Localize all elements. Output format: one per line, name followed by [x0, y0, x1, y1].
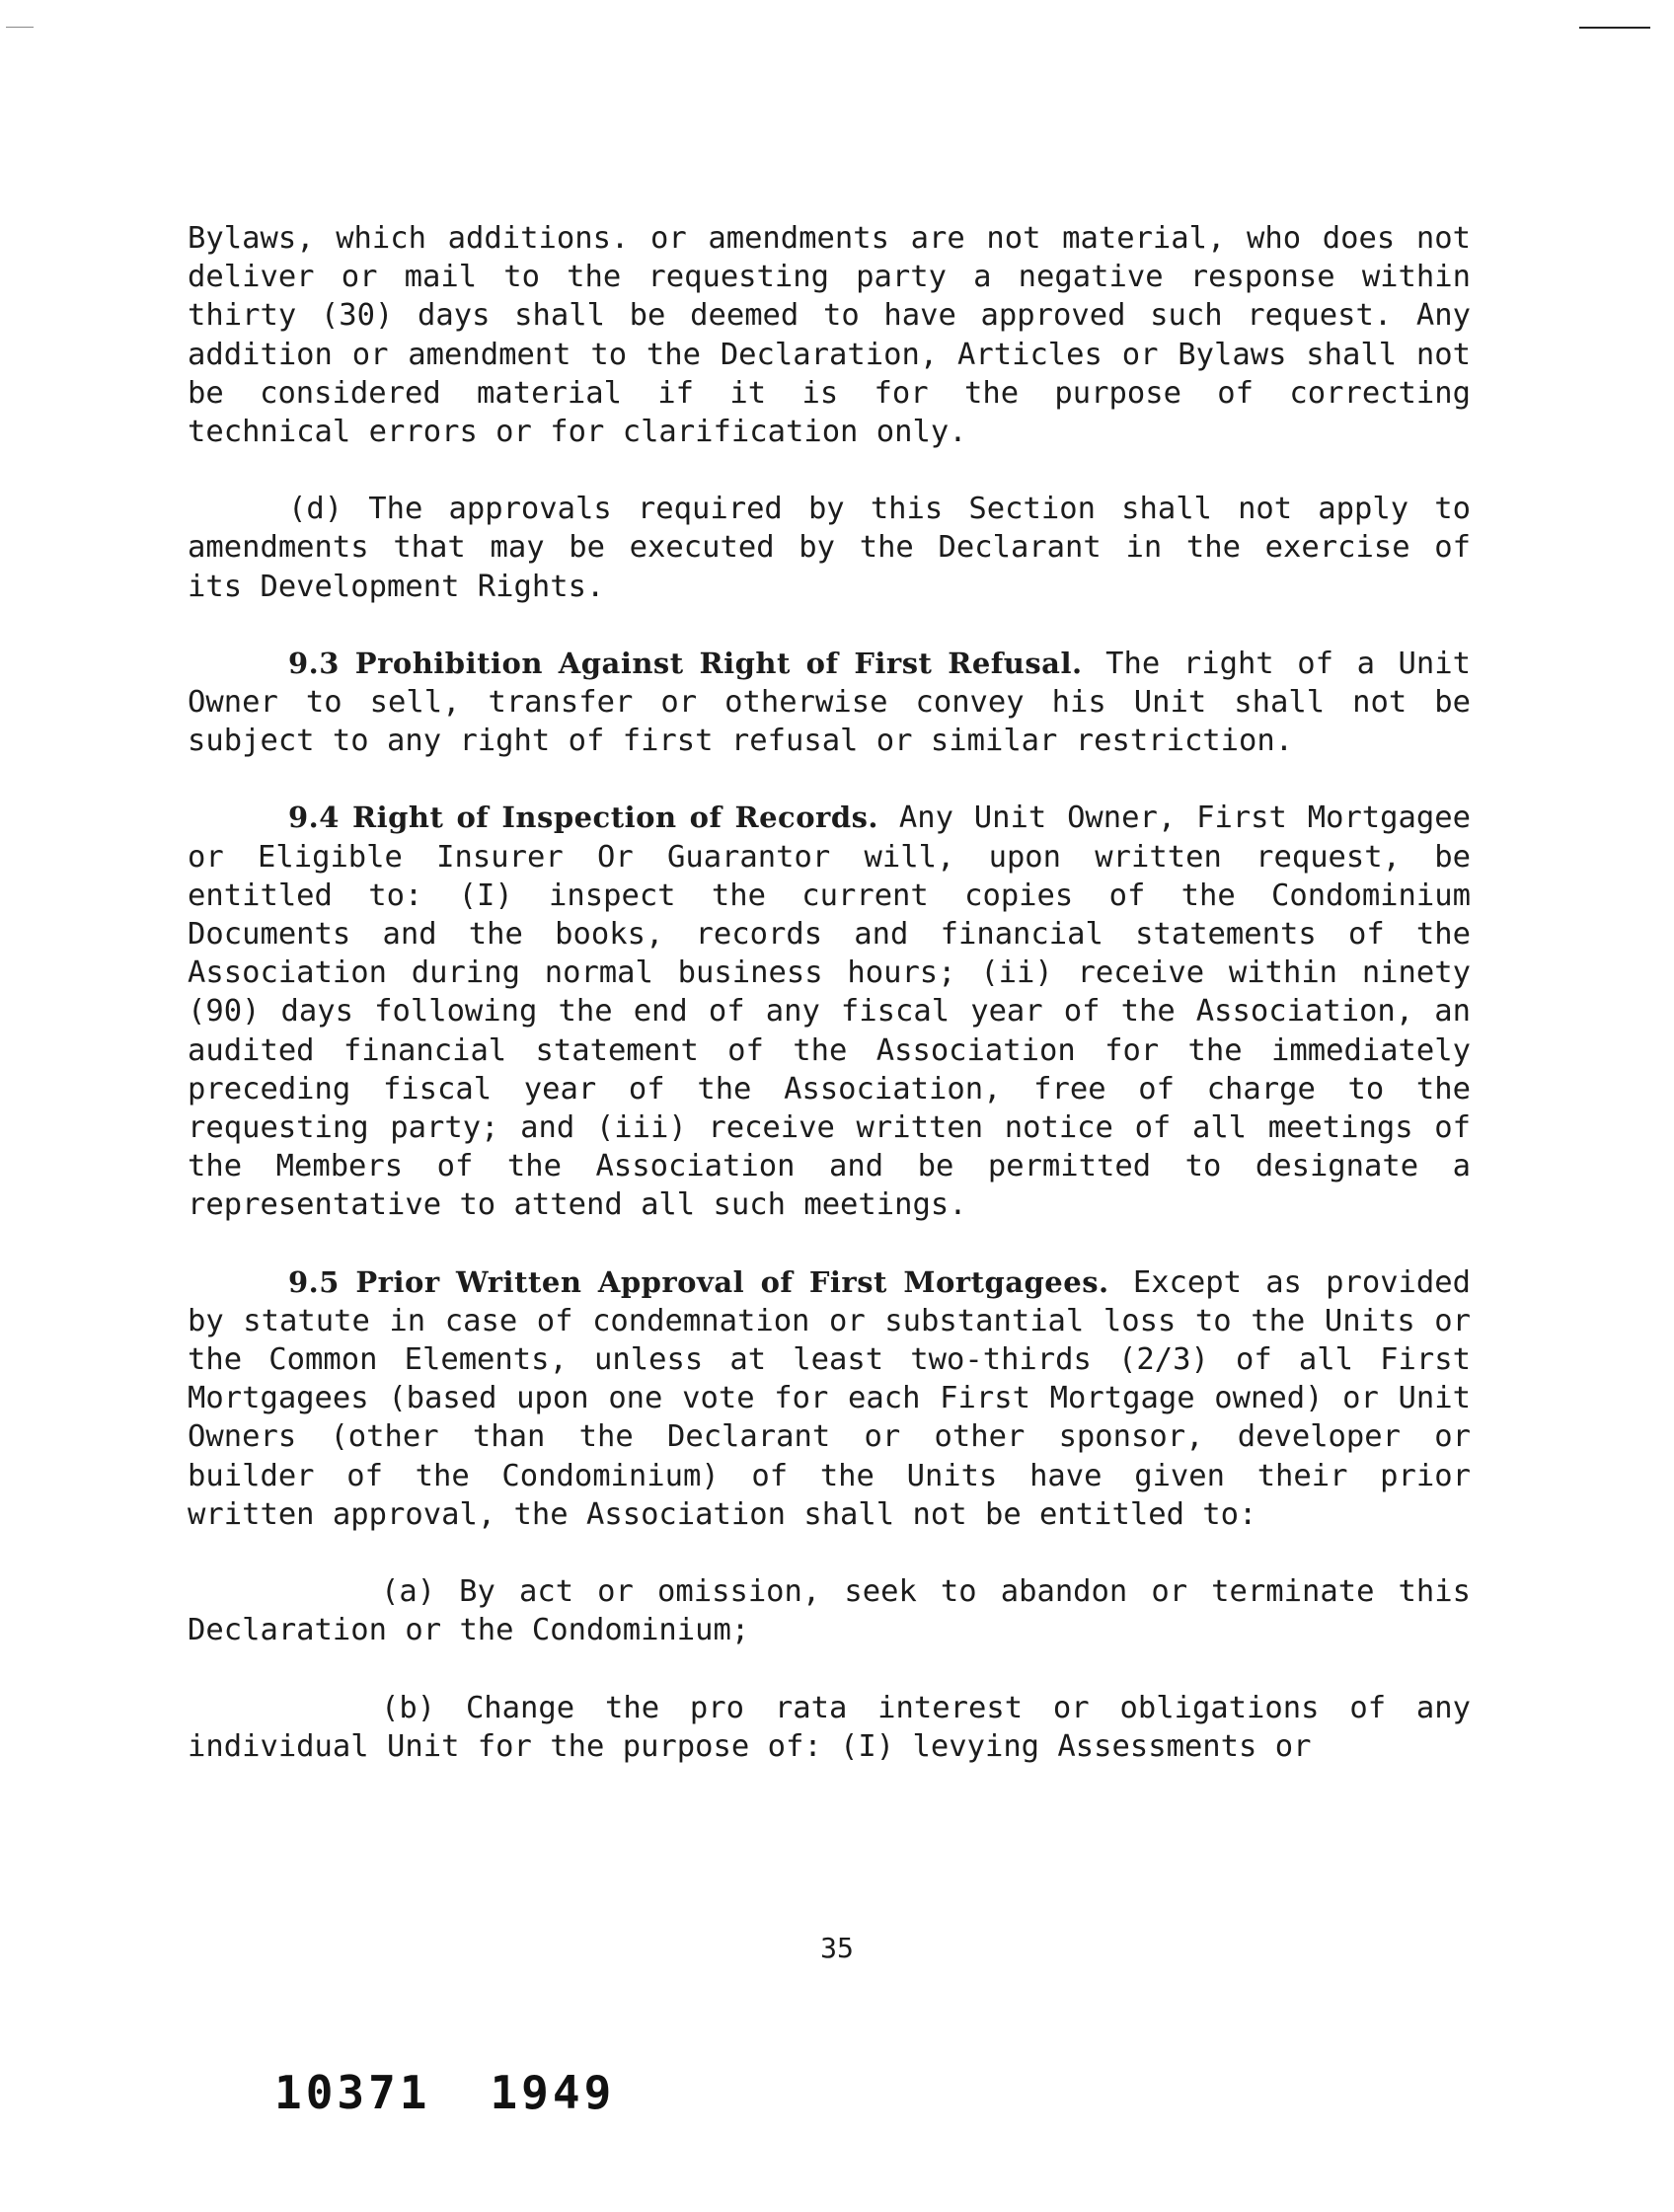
paragraph-continuation [188, 219, 1471, 451]
subparagraph-a [188, 1572, 1471, 1649]
section-heading: 9.4 Right of Inspection of Records. [288, 801, 879, 835]
section-9-5 [188, 1263, 1471, 1534]
section-heading: 9.5 Prior Written Approval of First Mortgagees. [288, 1264, 1109, 1299]
page-number: 35 [820, 1932, 854, 1964]
scan-mark-left [6, 27, 34, 28]
subparagraph-b [188, 1689, 1471, 1766]
section-heading: 9.3 Prohibition Against Right of First Refusal. [288, 646, 1083, 680]
paragraph-text: Any Unit Owner, First Mortgagee or Eligible Insurer Or Guarantor will, upon written request, be entitled to: (I) inspect the current copies of the Condominium Documents and the books, records and financial statements of the Association during normal business hours; (ii) receive within ninety (90) days following the end of any fiscal year of the Association, an audited financial statement of the Association for the immediately preceding fiscal year of the Association, free of charge to the requesting party; and (iii) receive written notice of all meetings of the Members of the Association and be permitted to designate a representative to attend all such meetings. [188, 801, 1471, 1223]
recording-stamp [274, 2066, 615, 2119]
scan-mark-right [1579, 27, 1650, 29]
paragraph-text: (a) By act or omission, seek to abandon or terminate this Declaration or the Condominium; [188, 1574, 1471, 1648]
paragraph-text: Bylaws, which additions. or amendments are not material, who does not deliver or mail to the requesting party a negative response within thirty (30) days shall be deemed to have approved such request. Any addition or amendment to the Declaration, Articles or Bylaws shall not be considered material if it is for the purpose of correcting technical errors or for clarification only. [188, 221, 1471, 450]
document-body [188, 219, 1471, 1766]
paragraph-text: (b) Change the pro rata interest or obligations of any individual Unit for the purpose of: (I) levying Assessments or [188, 1690, 1471, 1764]
paragraph-text: The right of a Unit Owner to sell, transfer or otherwise convey his Unit shall not be subject to any right of first refusal or similar restriction. [188, 646, 1471, 759]
section-9-4 [188, 799, 1471, 1224]
paragraph-text: Except as provided by statute in case of condemnation or substantial loss to the Units or the Common Elements, unless at least two-thirds (2/3) of all First Mortgagees (based upon one vote for each First Mortgage owned) or Unit Owners (other than the Declarant or other sponsor, developer or builder of the Condominium) of the Units have given their prior written approval, the Association shall not be entitled to: [188, 1264, 1472, 1532]
paragraph-d-approvals [188, 490, 1471, 606]
stamp-page-number: 1949 [490, 2066, 616, 2119]
stamp-book-number: 10371 [274, 2066, 431, 2119]
paragraph-text: (d) The approvals required by this Section shall not apply to amendments that may be executed by the Declarant in the exercise of its Development Rights. [188, 492, 1471, 604]
section-9-3 [188, 645, 1471, 761]
